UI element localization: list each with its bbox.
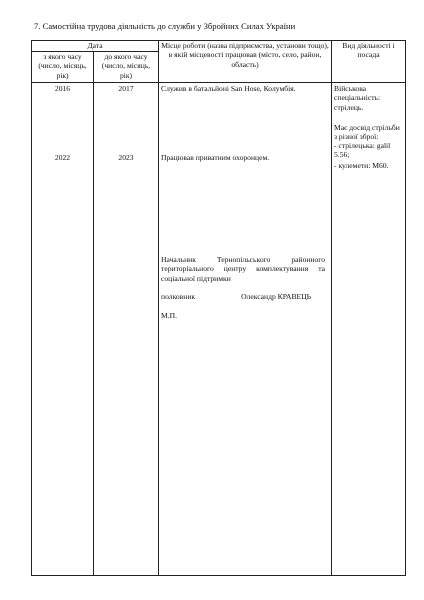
position-column bbox=[332, 83, 406, 576]
weapons-experience-text: Має досвід стрільби з різної зброї: bbox=[334, 123, 400, 142]
section-title: 7. Самостійна трудова діяльність до служби у Збройних Силах України bbox=[34, 21, 296, 31]
to-date-header: до якого часу (число, місяць, рік) bbox=[94, 52, 159, 83]
row-2-place: Працював приватним охоронцем. bbox=[161, 153, 270, 162]
table-body-row bbox=[32, 83, 406, 576]
row-2-from: 2022 bbox=[54, 153, 71, 162]
weapon-item-rifle: - стрілецька: galil 5.56; bbox=[334, 141, 391, 160]
from-column bbox=[32, 83, 94, 576]
place-column bbox=[159, 83, 332, 576]
work-history-table bbox=[31, 40, 406, 576]
header-row-top bbox=[32, 41, 406, 52]
from-date-header: з якого часу (число, місяць, рік) bbox=[32, 52, 94, 83]
specialty-text: Військова спеціальність: стрілець. bbox=[334, 84, 381, 112]
signature-block bbox=[161, 255, 325, 320]
signatory-name: Олександр КРАВЕЦЬ bbox=[241, 292, 312, 302]
signatory-line bbox=[161, 292, 325, 301]
stamp-mark: М.П. bbox=[161, 310, 178, 320]
row-1-from: 2016 bbox=[54, 84, 71, 93]
position-header: Вид діяльності і посада bbox=[332, 41, 406, 83]
signatory-rank: полковник bbox=[161, 292, 196, 302]
weapon-item-machinegun: - кулемети: M60. bbox=[334, 161, 389, 170]
date-group-header: Дата bbox=[32, 41, 159, 52]
place-header: Місце роботи (назва підприємства, установи тощо), в якій місцевості працював (місто, село, район, область) bbox=[159, 41, 332, 83]
to-column bbox=[94, 83, 159, 576]
signatory-title: Начальник Тернопільського районного територіального центру комплектування та соціальної підтримки bbox=[161, 255, 326, 283]
row-1-place: Служив в батальйоні San Hose, Колумбія. bbox=[161, 84, 296, 93]
row-1-to: 2017 bbox=[118, 84, 134, 93]
row-2-to: 2023 bbox=[118, 153, 134, 162]
